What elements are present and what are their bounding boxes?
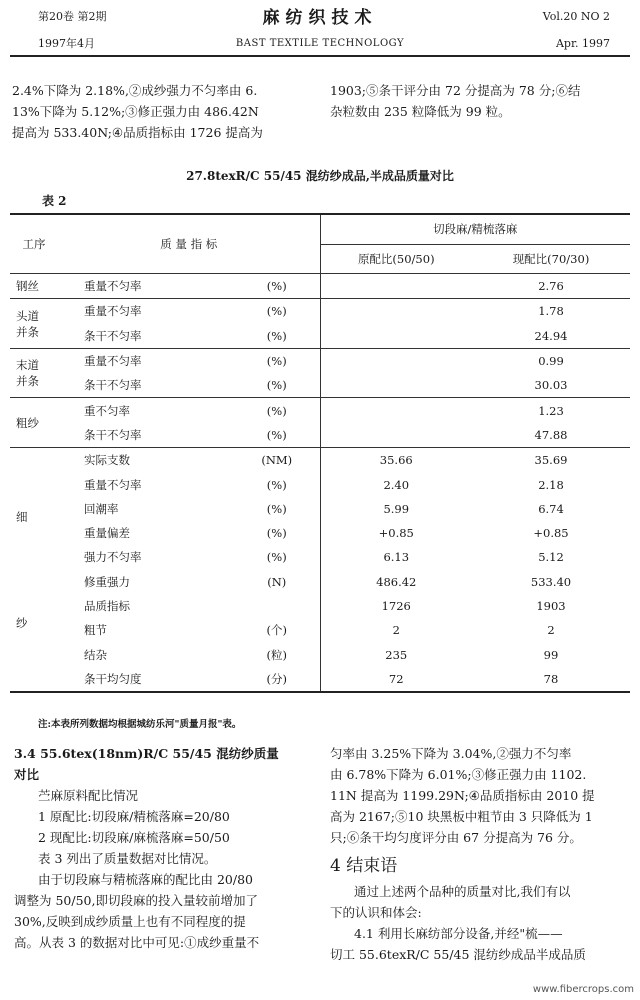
indicator-cell: 重量不匀率	[84, 477, 142, 492]
indicator-cell: 重不匀率	[84, 403, 130, 418]
new-value-cell: 2.76	[538, 279, 564, 294]
text-line: 只;⑥条干均匀度评分由 67 分提高为 76 分。	[330, 830, 582, 845]
section-3-4	[14, 743, 314, 953]
table-row	[10, 570, 630, 594]
watermark: www.fibercrops.com	[532, 984, 634, 995]
process-cell	[10, 274, 58, 299]
table-row	[10, 274, 630, 299]
date-en: Apr. 1997	[555, 37, 610, 50]
indicator-cell: 重量不匀率	[84, 304, 142, 319]
text-line: 调整为 50/50,即切段麻的投入量较前增加了	[14, 893, 258, 908]
old-value-cell: 2.40	[320, 472, 472, 496]
old-value-cell	[320, 398, 472, 423]
new-value-cell: 30.03	[534, 378, 568, 393]
new-value-cell: 6.74	[538, 501, 564, 516]
text-line: 匀率由 3.25%下降为 3.04%,②强力不匀率	[330, 746, 572, 761]
indicator-cell: 重量不匀率	[84, 279, 142, 294]
table-row	[10, 642, 630, 666]
old-value-cell: 5.99	[320, 497, 472, 521]
text-line: 高。从表 3 的数据对比中可见:①成纱重量不	[14, 935, 260, 950]
table-row	[10, 667, 630, 692]
indicator-cell: 重量不匀率	[84, 354, 142, 369]
old-value-cell: 486.42	[320, 570, 472, 594]
old-value-cell: +0.85	[320, 521, 472, 545]
process-label: 头道	[16, 308, 39, 323]
text-line: 1903;⑤条干评分由 72 分提高为 78 分;⑥结	[330, 83, 581, 98]
journal-title-en: BAST TEXTILE TECHNOLOGY	[235, 38, 405, 49]
indicator-cell: 粗节	[84, 623, 107, 638]
old-value-cell: 6.13	[320, 545, 472, 569]
new-value-cell: 2.18	[538, 477, 564, 492]
unit-cell: (%)	[266, 279, 287, 294]
process-label: 纱	[16, 615, 28, 630]
text-line: 杂粒数由 235 粒降低为 99 粒。	[330, 104, 511, 119]
table-note: 注:本表所列数据均根据城纺乐河"质量月报"表。	[38, 719, 242, 730]
text-line: 由 6.78%下降为 6.01%;③修正强力由 1102.	[330, 767, 587, 782]
unit-cell: (粒)	[266, 647, 287, 662]
unit-cell: (个)	[266, 623, 287, 638]
old-value-cell	[320, 274, 472, 299]
unit-cell: (%)	[266, 427, 287, 442]
table-row	[10, 618, 630, 642]
header-indicator: 质 量 指 标	[160, 237, 218, 251]
top-left-paragraph	[12, 80, 312, 143]
new-value-cell: 99	[543, 647, 559, 662]
unit-cell: (%)	[266, 304, 287, 319]
table-row	[10, 373, 630, 398]
old-value-cell: 2	[320, 618, 472, 642]
old-value-cell	[320, 423, 472, 448]
indicator-cell: 实际支数	[84, 453, 130, 468]
section-heading-conclusion: 4 结束语	[330, 856, 398, 876]
unit-cell: (%)	[266, 526, 287, 541]
table-row	[10, 398, 630, 423]
process-label: 末道	[16, 358, 39, 373]
new-value-cell: 1.23	[538, 403, 564, 418]
table-row	[10, 545, 630, 569]
text-line: 提高为 533.40N;④品质指标由 1726 提高为	[12, 125, 263, 140]
process-label: 粗纱	[16, 415, 39, 430]
new-value-cell: 1903	[536, 599, 566, 613]
unit-cell: (%)	[266, 477, 287, 492]
text-line: 由于切段麻与精梳落麻的配比由 20/80	[38, 872, 253, 887]
table-label: 表 2	[42, 194, 67, 208]
unit-cell: (%)	[266, 550, 287, 565]
old-value-cell: 235	[320, 642, 472, 666]
old-value-cell	[320, 348, 472, 373]
section-heading: 3.4 55.6tex(18nm)R/C 55/45 混纺纱质量	[14, 746, 279, 761]
text-line: 通过上述两个品种的质量对比,我们有以	[354, 884, 571, 899]
unit-cell: (%)	[266, 403, 287, 418]
process-cell	[10, 299, 58, 349]
unit-cell: (%)	[266, 354, 287, 369]
volume-issue-cn: 第20卷 第2期	[38, 10, 107, 23]
indicator-cell: 条干均匀度	[84, 671, 142, 686]
old-value-cell: 1726	[320, 594, 472, 618]
old-value-cell: 35.66	[320, 448, 472, 473]
unit-cell: (分)	[266, 671, 287, 686]
volume-issue-en: Vol.20 NO 2	[542, 10, 610, 23]
new-value-cell: +0.85	[533, 526, 569, 541]
unit-cell: (%)	[266, 328, 287, 343]
header-old-ratio: 原配比(50/50)	[320, 244, 472, 274]
process-cell	[10, 348, 58, 398]
unit-cell: (%)	[266, 378, 287, 393]
new-value-cell: 5.12	[538, 550, 564, 565]
text-line: 切工 55.6texR/C 55/45 混纺纱成品半成品质	[330, 947, 586, 962]
new-value-cell: 35.69	[534, 453, 568, 468]
new-value-cell: 78	[543, 671, 559, 686]
table-row	[10, 423, 630, 448]
process-label: 并条	[16, 374, 39, 389]
table-row	[10, 448, 630, 473]
text-line: 4.1 利用长麻纺部分设备,并经"梳——	[354, 926, 563, 941]
header-rule	[10, 55, 630, 57]
old-value-cell	[320, 373, 472, 398]
indicator-cell: 条干不匀率	[84, 378, 142, 393]
unit-cell: (NM)	[261, 453, 293, 468]
table-row	[10, 299, 630, 324]
indicator-cell: 重量偏差	[84, 526, 130, 541]
table-row	[10, 324, 630, 349]
unit-cell: (%)	[266, 501, 287, 516]
old-value-cell	[320, 324, 472, 349]
text-line: 30%,反映到成纱质量上也有不同程度的提	[14, 914, 246, 929]
indicator-cell: 结杂	[84, 647, 107, 662]
text-line: 2 现配比:切段麻/麻梳落麻=50/50	[38, 830, 230, 845]
new-value-cell: 2	[547, 623, 555, 638]
text-line: 13%下降为 5.12%;③修正强力由 486.42N	[12, 104, 259, 119]
table-row	[10, 594, 630, 618]
indicator-cell: 强力不匀率	[84, 550, 142, 565]
header-ratio-group: 切段麻/精梳落麻	[320, 214, 630, 244]
header-process: 工序	[22, 237, 46, 251]
table-row	[10, 348, 630, 373]
quality-table	[10, 213, 630, 693]
date-cn: 1997年4月	[38, 37, 95, 50]
text-line: 苎麻原料配比情况	[38, 788, 139, 803]
indicator-cell: 品质指标	[84, 599, 130, 613]
text-line: 下的认识和体会:	[330, 905, 422, 920]
header-new-ratio: 现配比(70/30)	[512, 251, 590, 266]
text-line: 表 3 列出了质量数据对比情况。	[38, 851, 217, 866]
indicator-cell: 条干不匀率	[84, 427, 142, 442]
table-title: 27.8texR/C 55/45 混纺纱成品,半成品质量对比	[186, 169, 454, 183]
text-line: 1 原配比:切段麻/精梳落麻=20/80	[38, 809, 230, 824]
new-value-cell: 533.40	[530, 574, 572, 589]
old-value-cell: 72	[320, 667, 472, 692]
process-cell	[10, 398, 58, 448]
indicator-cell: 修重强力	[84, 574, 130, 589]
new-value-cell: 47.88	[534, 427, 568, 442]
text-line: 2.4%下降为 2.18%,②成纱强力不匀率由 6.	[12, 83, 258, 98]
process-cell	[10, 448, 58, 692]
indicator-cell: 回潮率	[84, 501, 119, 516]
unit-cell: (N)	[267, 574, 287, 589]
old-value-cell	[320, 299, 472, 324]
text-line: 高为 2167;⑤10 块黑板中粗节由 3 只降低为 1	[330, 809, 593, 824]
unit-cell	[234, 594, 320, 618]
new-value-cell: 24.94	[534, 328, 568, 343]
text-line: 11N 提高为 1199.29N;④品质指标由 2010 提	[330, 788, 595, 803]
top-right-paragraph	[330, 80, 630, 122]
right-column-text	[330, 743, 630, 965]
table-row	[10, 521, 630, 545]
process-label: 钢丝	[16, 279, 39, 294]
process-label: 并条	[16, 324, 39, 339]
table-row	[10, 472, 630, 496]
journal-title-cn: 麻纺织技术	[262, 8, 378, 28]
section-heading: 对比	[14, 767, 40, 782]
indicator-cell: 条干不匀率	[84, 328, 142, 343]
table-row	[10, 497, 630, 521]
new-value-cell: 1.78	[538, 304, 564, 319]
new-value-cell: 0.99	[538, 354, 564, 369]
process-label: 细	[16, 509, 28, 524]
